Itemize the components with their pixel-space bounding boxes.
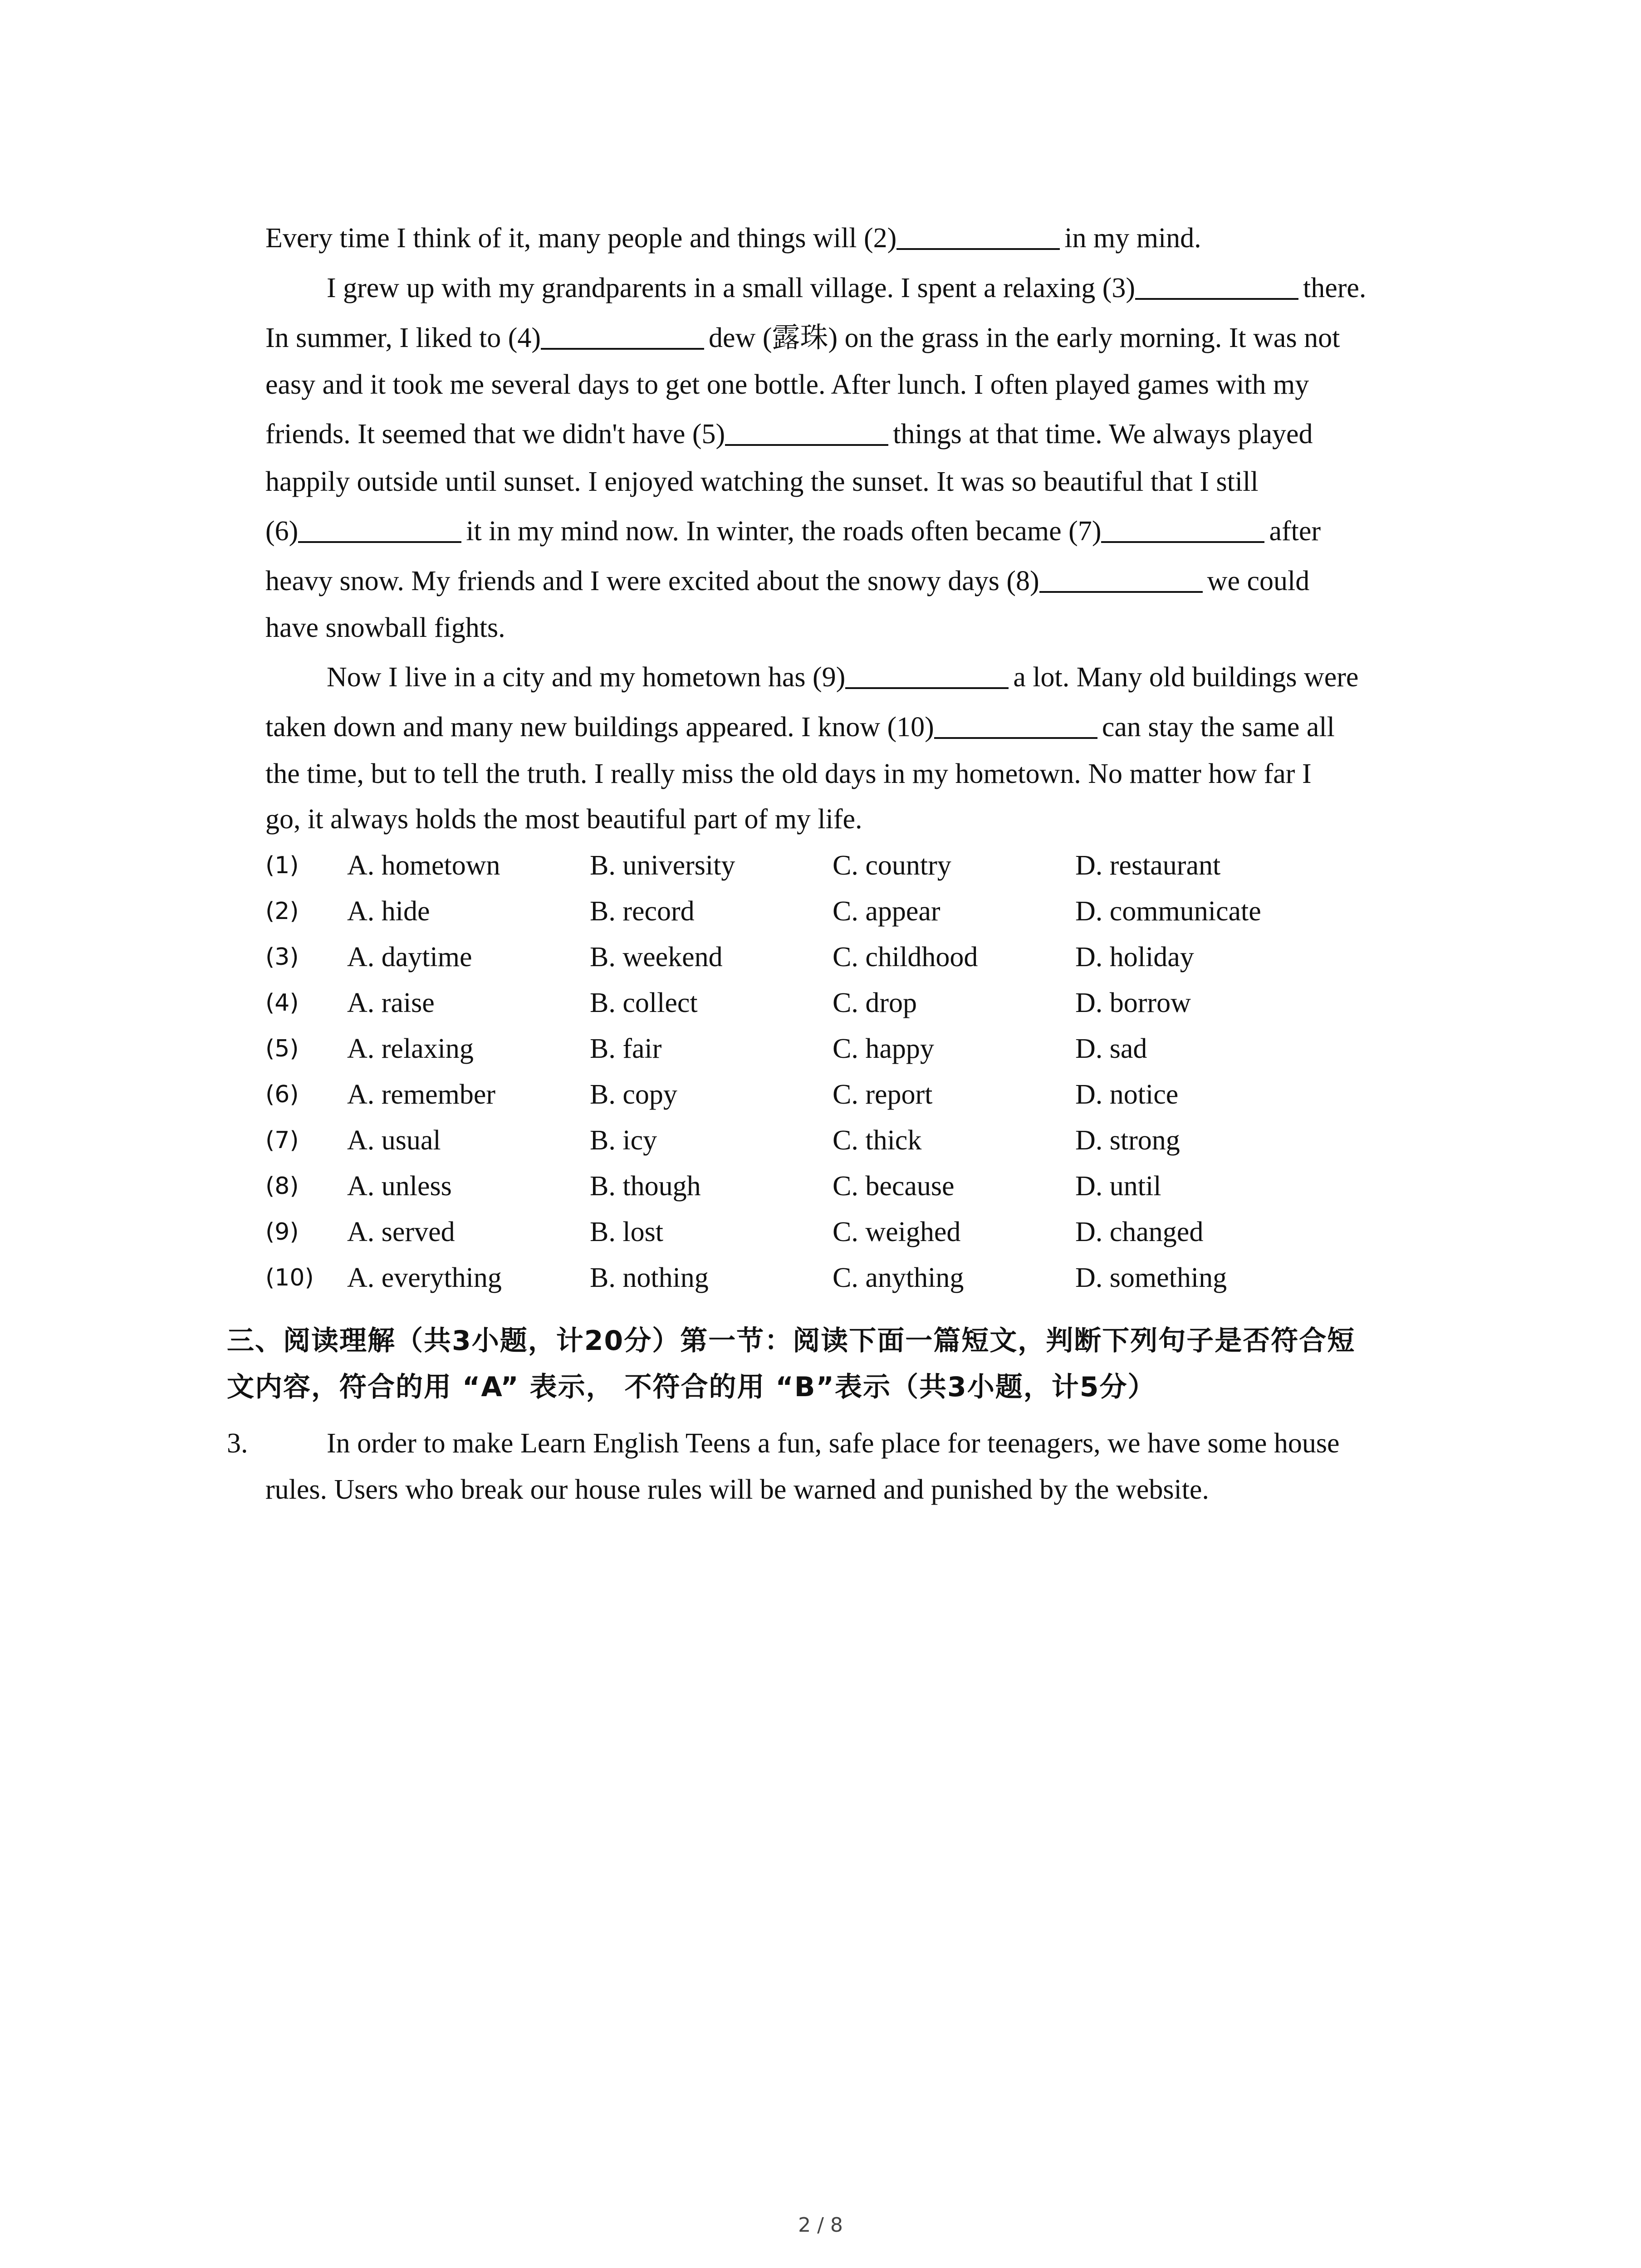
option-a[interactable]: A. raise <box>347 987 435 1018</box>
option-a[interactable]: A. daytime <box>347 942 472 973</box>
blank-8[interactable] <box>1039 564 1203 593</box>
option-d[interactable]: D. holiday <box>1075 942 1194 973</box>
passage-line-7 <box>265 508 1445 554</box>
passage-text: there. <box>1303 273 1367 303</box>
passage-line-10 <box>265 654 1506 700</box>
option-number: (2) <box>265 898 299 925</box>
question-text-line-2: rules. Users who break our house rules will be warned and punished by the website. <box>265 1474 1209 1505</box>
option-a[interactable]: A. served <box>347 1217 455 1247</box>
page-number: 2 / 8 <box>798 2214 843 2237</box>
passage-text: (6) <box>265 516 299 547</box>
passage-text: friends. It seemed that we didn't have (5) <box>265 419 725 450</box>
option-a[interactable]: A. relaxing <box>347 1033 474 1064</box>
blank-5[interactable] <box>725 417 888 446</box>
option-b[interactable]: B. weekend <box>590 942 723 973</box>
blank-3[interactable] <box>1135 271 1298 300</box>
option-d[interactable]: D. restaurant <box>1075 850 1221 881</box>
option-b[interactable]: B. copy <box>590 1079 677 1110</box>
passage-line-6: happily outside until sunset. I enjoyed watching the sunset. It was so beautiful that I still <box>265 466 1259 497</box>
blank-9[interactable] <box>845 660 1009 689</box>
option-a[interactable]: A. unless <box>347 1171 452 1202</box>
question-text-line-1: In order to make Learn English Teens a fun, safe place for teenagers, we have some house <box>327 1428 1340 1459</box>
option-c[interactable]: C. because <box>833 1171 955 1202</box>
option-b[interactable]: B. icy <box>590 1125 657 1156</box>
option-a[interactable]: A. hometown <box>347 850 500 881</box>
passage-line-13: go, it always holds the most beautiful part of my life. <box>265 804 862 835</box>
option-a[interactable]: A. remember <box>347 1079 496 1110</box>
passage-text: Every time I think of it, many people and things will (2) <box>265 223 897 254</box>
option-c[interactable]: C. drop <box>833 987 917 1018</box>
passage-line-1 <box>265 215 1445 261</box>
option-d[interactable]: D. until <box>1075 1171 1161 1202</box>
option-b[interactable]: B. nothing <box>590 1262 709 1293</box>
passage-line-12: the time, but to tell the truth. I really miss the old days in my hometown. No matter how far I <box>265 758 1312 789</box>
passage-text: In summer, I liked to (4) <box>265 323 541 353</box>
passage-text: after <box>1269 516 1321 547</box>
option-c[interactable]: C. happy <box>833 1033 934 1064</box>
section-heading <box>227 1318 1497 1410</box>
option-b[interactable]: B. fair <box>590 1033 662 1064</box>
passage-line-11 <box>265 704 1445 750</box>
blank-6[interactable] <box>298 514 461 543</box>
option-b[interactable]: B. university <box>590 850 735 881</box>
blank-10[interactable] <box>934 710 1097 739</box>
passage-text: Now I live in a city and my hometown has (9) <box>327 662 846 693</box>
option-number: (7) <box>265 1127 299 1154</box>
passage-text: things at that time. We always played <box>893 419 1313 450</box>
passage-line-3 <box>265 315 1445 361</box>
passage-line-9: have snowball fights. <box>265 612 505 643</box>
option-a[interactable]: A. everything <box>347 1262 502 1293</box>
passage-text: can stay the same all <box>1102 712 1335 743</box>
option-number: (3) <box>265 943 299 971</box>
passage-text: we could <box>1207 566 1310 596</box>
passage-text: a lot. Many old buildings were <box>1013 662 1359 693</box>
option-c[interactable]: C. report <box>833 1079 933 1110</box>
blank-4[interactable] <box>541 321 704 350</box>
option-d[interactable]: D. sad <box>1075 1033 1147 1064</box>
option-number: (6) <box>265 1081 299 1108</box>
question-number: 3. <box>227 1428 248 1459</box>
section-heading-line-1: 三、阅读理解（共3小题，计20分）第一节：阅读下面一篇短文，判断下列句子是否符合短 <box>227 1325 1356 1357</box>
option-number: (10) <box>265 1264 314 1291</box>
blank-2[interactable] <box>896 221 1060 250</box>
option-c[interactable]: C. appear <box>833 896 941 927</box>
option-number: (4) <box>265 989 299 1017</box>
option-b[interactable]: B. record <box>590 896 695 927</box>
passage-line-8 <box>265 558 1445 604</box>
option-d[interactable]: D. strong <box>1075 1125 1180 1156</box>
option-b[interactable]: B. though <box>590 1171 701 1202</box>
option-a[interactable]: A. usual <box>347 1125 441 1156</box>
option-c[interactable]: C. thick <box>833 1125 922 1156</box>
passage-text: taken down and many new buildings appeared. I know (10) <box>265 712 934 743</box>
section-heading-line-2: 文内容，符合的用 “A” 表示， 不符合的用 “B”表示（共3小题，计5分） <box>227 1371 1156 1403</box>
option-number: (8) <box>265 1173 299 1200</box>
option-b[interactable]: B. collect <box>590 987 698 1018</box>
option-number: (5) <box>265 1035 299 1062</box>
passage-text: I grew up with my grandparents in a small village. I spent a relaxing (3) <box>327 273 1135 303</box>
option-d[interactable]: D. notice <box>1075 1079 1179 1110</box>
option-number: (9) <box>265 1218 299 1246</box>
option-c[interactable]: C. weighed <box>833 1217 961 1247</box>
option-c[interactable]: C. childhood <box>833 942 978 973</box>
passage-line-4: easy and it took me several days to get one bottle. After lunch. I often played games with my <box>265 369 1309 400</box>
option-number: (1) <box>265 852 299 879</box>
passage-line-2 <box>265 265 1506 311</box>
passage-text: dew (露珠) on the grass in the early morning. It was not <box>709 323 1340 353</box>
passage-text: heavy snow. My friends and I were excited about the snowy days (8) <box>265 566 1039 596</box>
passage-text: it in my mind now. In winter, the roads often became (7) <box>466 516 1102 547</box>
option-c[interactable]: C. country <box>833 850 951 881</box>
option-c[interactable]: C. anything <box>833 1262 964 1293</box>
passage-text: in my mind. <box>1064 223 1201 254</box>
option-d[interactable]: D. borrow <box>1075 987 1191 1018</box>
option-d[interactable]: D. communicate <box>1075 896 1261 927</box>
passage-line-5 <box>265 411 1445 457</box>
option-d[interactable]: D. changed <box>1075 1217 1204 1247</box>
option-b[interactable]: B. lost <box>590 1217 663 1247</box>
blank-7[interactable] <box>1101 514 1264 543</box>
option-a[interactable]: A. hide <box>347 896 430 927</box>
option-d[interactable]: D. something <box>1075 1262 1227 1293</box>
